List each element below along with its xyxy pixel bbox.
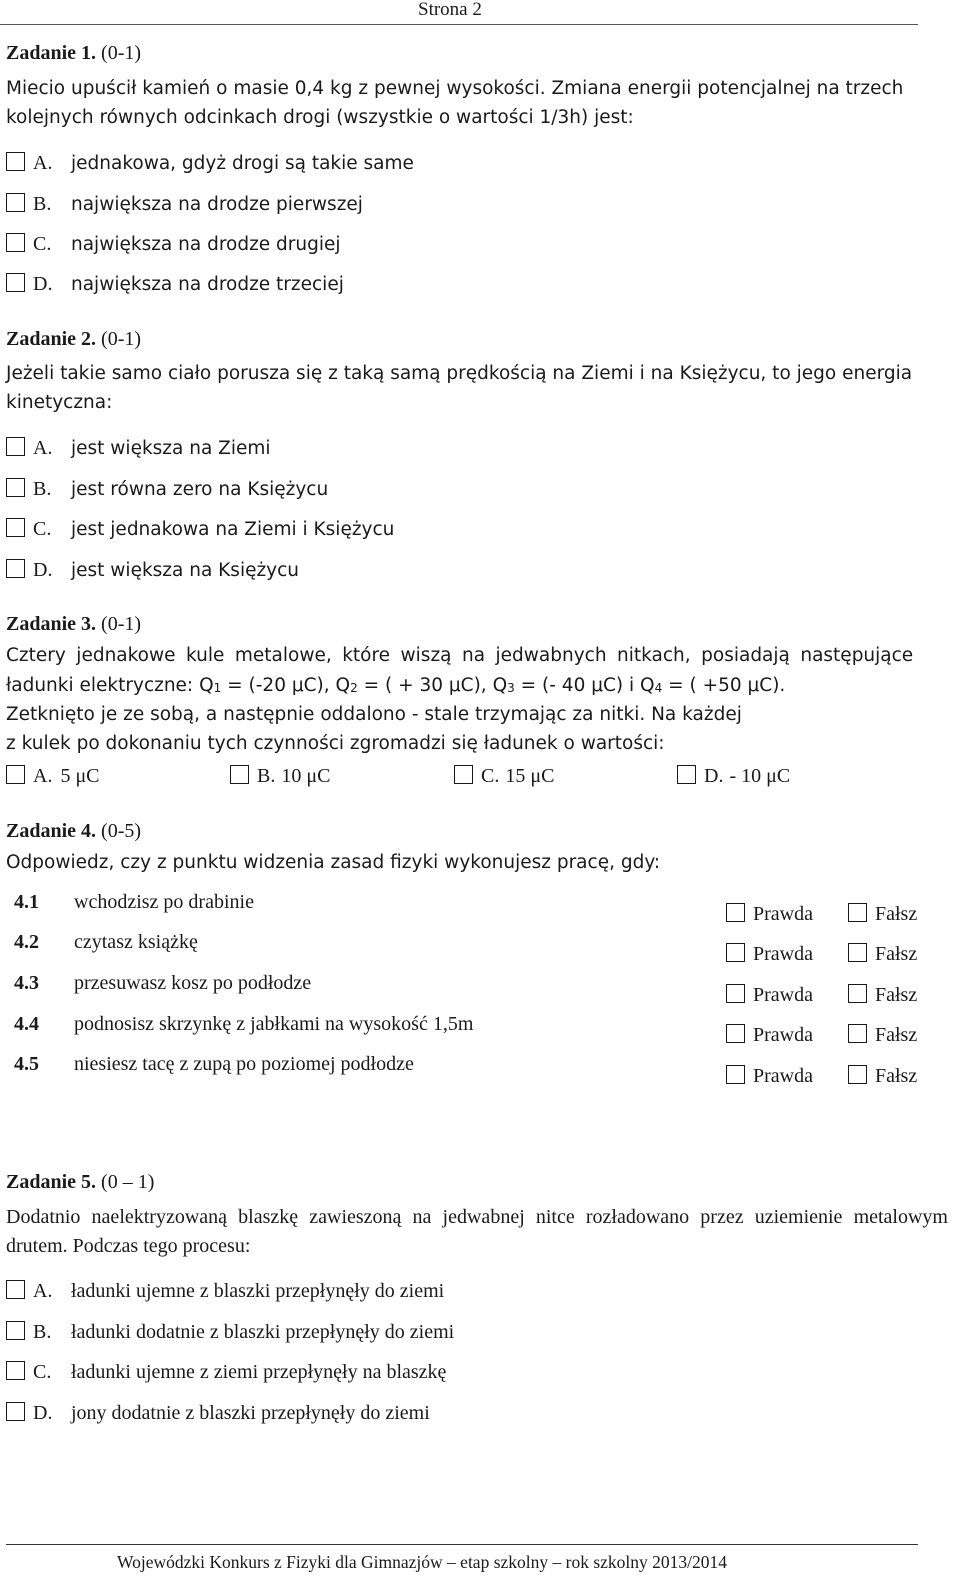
- q3-option-c[interactable]: [454, 765, 554, 788]
- q4-5-true[interactable]: [726, 1065, 813, 1088]
- q5-option-d-text: jony dodatnie z blaszki przepłynęły do ziemi: [71, 1402, 430, 1424]
- q3-charge-4-symbol: Q: [640, 675, 655, 696]
- q5-option-a[interactable]: [6, 1280, 444, 1303]
- q2-option-d-letter: D.: [33, 559, 53, 581]
- q1-option-c-letter: C.: [33, 233, 52, 255]
- q4-item-4-text: podnosisz skrzynkę z jabłkami na wysokość 1,5m: [74, 1013, 474, 1035]
- q4-title: [6, 820, 141, 843]
- q1-option-d[interactable]: [6, 273, 344, 296]
- q5-option-a-letter: A.: [33, 1280, 53, 1302]
- q4-item-4: [14, 1013, 473, 1036]
- q4-points: (0-5): [101, 820, 142, 842]
- q1-text: Miecio upuścił kamień o masie 0,4 kg z pewnej wysokości. Zmiana energii potencjalnej na trzech kolejnych równych odcinkach drogi (wszystkie o wartości 1/3h) jest:: [6, 78, 904, 128]
- q1-title-label: Zadanie 1.: [6, 42, 97, 64]
- q2-option-b[interactable]: [6, 478, 328, 501]
- q5-option-d-checkbox[interactable]: [6, 1402, 25, 1421]
- q4-2-false-label: Fałsz: [875, 943, 918, 965]
- q3-charge-4: [640, 675, 785, 696]
- q3-charge-4-value: = ( +50 μC).: [662, 675, 786, 696]
- q4-1-true[interactable]: [726, 903, 813, 926]
- footer-text: Wojewódzki Konkurs z Fizyki dla Gimnazjów – etap szkolny – rok szkolny 2013/2014: [117, 1552, 728, 1572]
- q3-charge-1-value: = (-20 μC),: [221, 675, 336, 696]
- q2-option-c-checkbox[interactable]: [6, 518, 25, 537]
- q5-title: [6, 1171, 154, 1194]
- q2-option-d[interactable]: [6, 559, 299, 582]
- q4-4-false[interactable]: [848, 1024, 917, 1047]
- q4-3-false[interactable]: [848, 984, 917, 1007]
- q3-option-d-letter: D.: [704, 765, 724, 787]
- q4-item-2-text: czytasz książkę: [74, 931, 198, 953]
- q1-option-a-text: jednakowa, gdyż drogi są takie same: [71, 153, 414, 174]
- q5-option-b-checkbox[interactable]: [6, 1321, 25, 1340]
- q4-item-1: [14, 891, 254, 914]
- q5-option-a-checkbox[interactable]: [6, 1280, 25, 1299]
- q1-option-b-text: największa na drodze pierwszej: [71, 194, 363, 215]
- q3-charge-3-value: = (- 40 μC) i: [514, 675, 641, 696]
- q2-title: [6, 328, 141, 351]
- q3-charge-4-index: 4: [654, 681, 663, 695]
- q4-1-false-label: Fałsz: [875, 903, 918, 925]
- q2-option-a-letter: A.: [33, 437, 53, 459]
- q4-1-true-checkbox[interactable]: [726, 903, 745, 922]
- q3-charge-2-value: = ( + 30 μC),: [357, 675, 493, 696]
- q2-option-a[interactable]: [6, 437, 271, 460]
- q4-item-5: [14, 1053, 414, 1076]
- q4-item-2-num: 4.2: [14, 931, 39, 953]
- q5-option-c[interactable]: [6, 1361, 446, 1384]
- q2-option-c-letter: C.: [33, 518, 52, 540]
- q1-option-d-text: największa na drodze trzeciej: [71, 274, 344, 295]
- q4-3-true-label: Prawda: [753, 984, 813, 1006]
- q3-option-b-checkbox[interactable]: [230, 765, 249, 784]
- q4-2-true[interactable]: [726, 943, 813, 966]
- q5-option-b[interactable]: [6, 1321, 454, 1344]
- q4-4-true[interactable]: [726, 1024, 813, 1047]
- q4-1-true-label: Prawda: [753, 903, 813, 925]
- q4-3-false-checkbox[interactable]: [848, 984, 867, 1003]
- q3-charge-2-symbol: Q: [335, 675, 351, 696]
- q4-3-false-label: Fałsz: [875, 984, 918, 1006]
- q4-2-true-checkbox[interactable]: [726, 943, 745, 962]
- q4-5-false-checkbox[interactable]: [848, 1065, 867, 1084]
- q4-item-3-num: 4.3: [14, 972, 39, 994]
- q4-item-4-num: 4.4: [14, 1013, 39, 1035]
- q4-item-3: [14, 972, 311, 995]
- q1-option-b-letter: B.: [33, 193, 52, 215]
- q4-title-label: Zadanie 4.: [6, 820, 97, 842]
- q2-title-label: Zadanie 2.: [6, 328, 97, 350]
- q3-text-line3: z kulek po dokonaniu tych czynności zgromadzi się ładunek o wartości:: [6, 733, 665, 754]
- q4-2-true-label: Prawda: [753, 943, 813, 965]
- q1-option-b-checkbox[interactable]: [6, 193, 25, 212]
- q5-option-c-checkbox[interactable]: [6, 1361, 25, 1380]
- q4-item-3-text: przesuwasz kosz po podłodze: [74, 972, 312, 994]
- q1-title: [6, 42, 141, 65]
- q5-text: Dodatnio naelektryzowaną blaszkę zawieszoną na jedwabnej nitce rozładowano przez uziemienie metalowym drutem. Podczas tego procesu:: [6, 1206, 948, 1257]
- q2-option-b-letter: B.: [33, 478, 52, 500]
- q4-3-true-checkbox[interactable]: [726, 984, 745, 1003]
- q2-option-a-text: jest większa na Ziemi: [71, 438, 271, 459]
- q1-option-a-checkbox[interactable]: [6, 152, 25, 171]
- q3-option-c-text: 15 μC: [505, 765, 555, 787]
- q4-1-false[interactable]: [848, 903, 917, 926]
- q4-item-2: [14, 931, 198, 954]
- q4-4-false-checkbox[interactable]: [848, 1024, 867, 1043]
- q4-2-false-checkbox[interactable]: [848, 943, 867, 962]
- q5-option-a-text: ładunki ujemne z blaszki przepłynęły do ziemi: [71, 1280, 445, 1302]
- footer-rule: [6, 1544, 918, 1545]
- q2-option-b-checkbox[interactable]: [6, 478, 25, 497]
- q1-option-c[interactable]: [6, 233, 341, 256]
- q4-item-1-num: 4.1: [14, 891, 39, 913]
- q4-text: Odpowiedz, czy z punktu widzenia zasad fizyki wykonujesz pracę, gdy:: [6, 852, 661, 873]
- q2-option-a-checkbox[interactable]: [6, 437, 25, 456]
- q4-5-true-checkbox[interactable]: [726, 1065, 745, 1084]
- q1-option-c-text: największa na drodze drugiej: [71, 234, 341, 255]
- q3-title-label: Zadanie 3.: [6, 613, 97, 635]
- q3-title: [6, 613, 141, 636]
- q3-option-d[interactable]: [677, 765, 790, 788]
- q3-text-line2: Zetknięto je ze sobą, a następnie oddalono - stale trzymając za nitki. Na każdej: [6, 704, 742, 725]
- q4-item-1-text: wchodzisz po drabinie: [74, 891, 254, 913]
- q4-item-5-num: 4.5: [14, 1053, 39, 1075]
- q4-5-false[interactable]: [848, 1065, 917, 1088]
- q3-option-c-checkbox[interactable]: [454, 765, 473, 784]
- q4-3-true[interactable]: [726, 984, 813, 1007]
- q3-option-b-letter: B.: [257, 765, 276, 787]
- page-number: Strona 2: [418, 0, 482, 20]
- q5-option-d[interactable]: [6, 1402, 430, 1425]
- q5-option-d-letter: D.: [33, 1402, 53, 1424]
- q3-charge-1-index: 1: [213, 681, 222, 695]
- q5-points: (0 – 1): [101, 1171, 155, 1193]
- q1-option-a-letter: A.: [33, 152, 53, 174]
- q3-charge-1: [199, 675, 335, 696]
- q4-4-true-label: Prawda: [753, 1024, 813, 1046]
- q4-2-false[interactable]: [848, 943, 917, 966]
- q3-option-a-text: 5 μC: [60, 765, 100, 787]
- q2-option-d-text: jest większa na Księżycu: [71, 560, 300, 581]
- q2-option-c[interactable]: [6, 518, 394, 541]
- q3-charge-1-symbol: Q: [199, 675, 214, 696]
- q2-option-b-text: jest równa zero na Księżycu: [71, 479, 329, 500]
- q4-4-false-label: Fałsz: [875, 1024, 918, 1046]
- q4-item-5-text: niesiesz tacę z zupą po poziomej podłodze: [74, 1053, 414, 1075]
- q3-text-line1: Cztery jednakowe kule metalowe, które wiszą na jedwabnych nitkach, posiadają następujące: [6, 645, 914, 666]
- q3-charge-3-index: 3: [507, 681, 515, 695]
- q3-charges-line: [6, 675, 785, 696]
- q5-option-b-letter: B.: [33, 1321, 52, 1343]
- q2-text: Jeżeli takie samo ciało porusza się z taką samą prędkością na Ziemi i na Księżycu, to jego energia kinetyczna:: [6, 363, 913, 413]
- q3-option-b-text: 10 μC: [281, 765, 331, 787]
- q1-option-d-letter: D.: [33, 273, 53, 295]
- q3-points: (0-1): [101, 613, 142, 635]
- q4-5-false-label: Fałsz: [875, 1065, 918, 1087]
- q3-option-a-checkbox[interactable]: [6, 765, 25, 784]
- q3-charges-prefix: ładunki elektryczne:: [6, 675, 200, 696]
- q3-option-d-text: - 10 μC: [729, 765, 791, 787]
- q5-option-b-text: ładunki dodatnie z blaszki przepłynęły do ziemi: [71, 1321, 455, 1343]
- q5-option-c-text: ładunki ujemne z ziemi przepłynęły na blaszkę: [71, 1361, 447, 1383]
- header-rule: [0, 24, 918, 25]
- q3-charge-3-symbol: Q: [492, 675, 508, 696]
- q1-option-c-checkbox[interactable]: [6, 233, 25, 252]
- q3-option-a-letter: A.: [33, 765, 53, 787]
- q4-1-false-checkbox[interactable]: [848, 903, 867, 922]
- q3-charge-2-index: 2: [350, 681, 358, 695]
- q5-title-label: Zadanie 5.: [6, 1171, 97, 1193]
- q1-option-a[interactable]: [6, 152, 414, 175]
- q4-4-true-checkbox[interactable]: [726, 1024, 745, 1043]
- q1-option-d-checkbox[interactable]: [6, 273, 25, 292]
- q2-option-c-text: jest jednakowa na Ziemi i Księżycu: [71, 519, 395, 540]
- q3-option-d-checkbox[interactable]: [677, 765, 696, 784]
- q3-option-c-letter: C.: [481, 765, 500, 787]
- q1-option-b[interactable]: [6, 193, 363, 216]
- q4-5-true-label: Prawda: [753, 1065, 813, 1087]
- q3-charge-3: [493, 675, 640, 696]
- q3-charge-2: [336, 675, 493, 696]
- q2-points: (0-1): [101, 328, 142, 350]
- q3-option-b[interactable]: [230, 765, 330, 788]
- q1-points: (0-1): [101, 42, 142, 64]
- q5-option-c-letter: C.: [33, 1361, 52, 1383]
- q2-option-d-checkbox[interactable]: [6, 559, 25, 578]
- q3-option-a[interactable]: [6, 765, 100, 788]
